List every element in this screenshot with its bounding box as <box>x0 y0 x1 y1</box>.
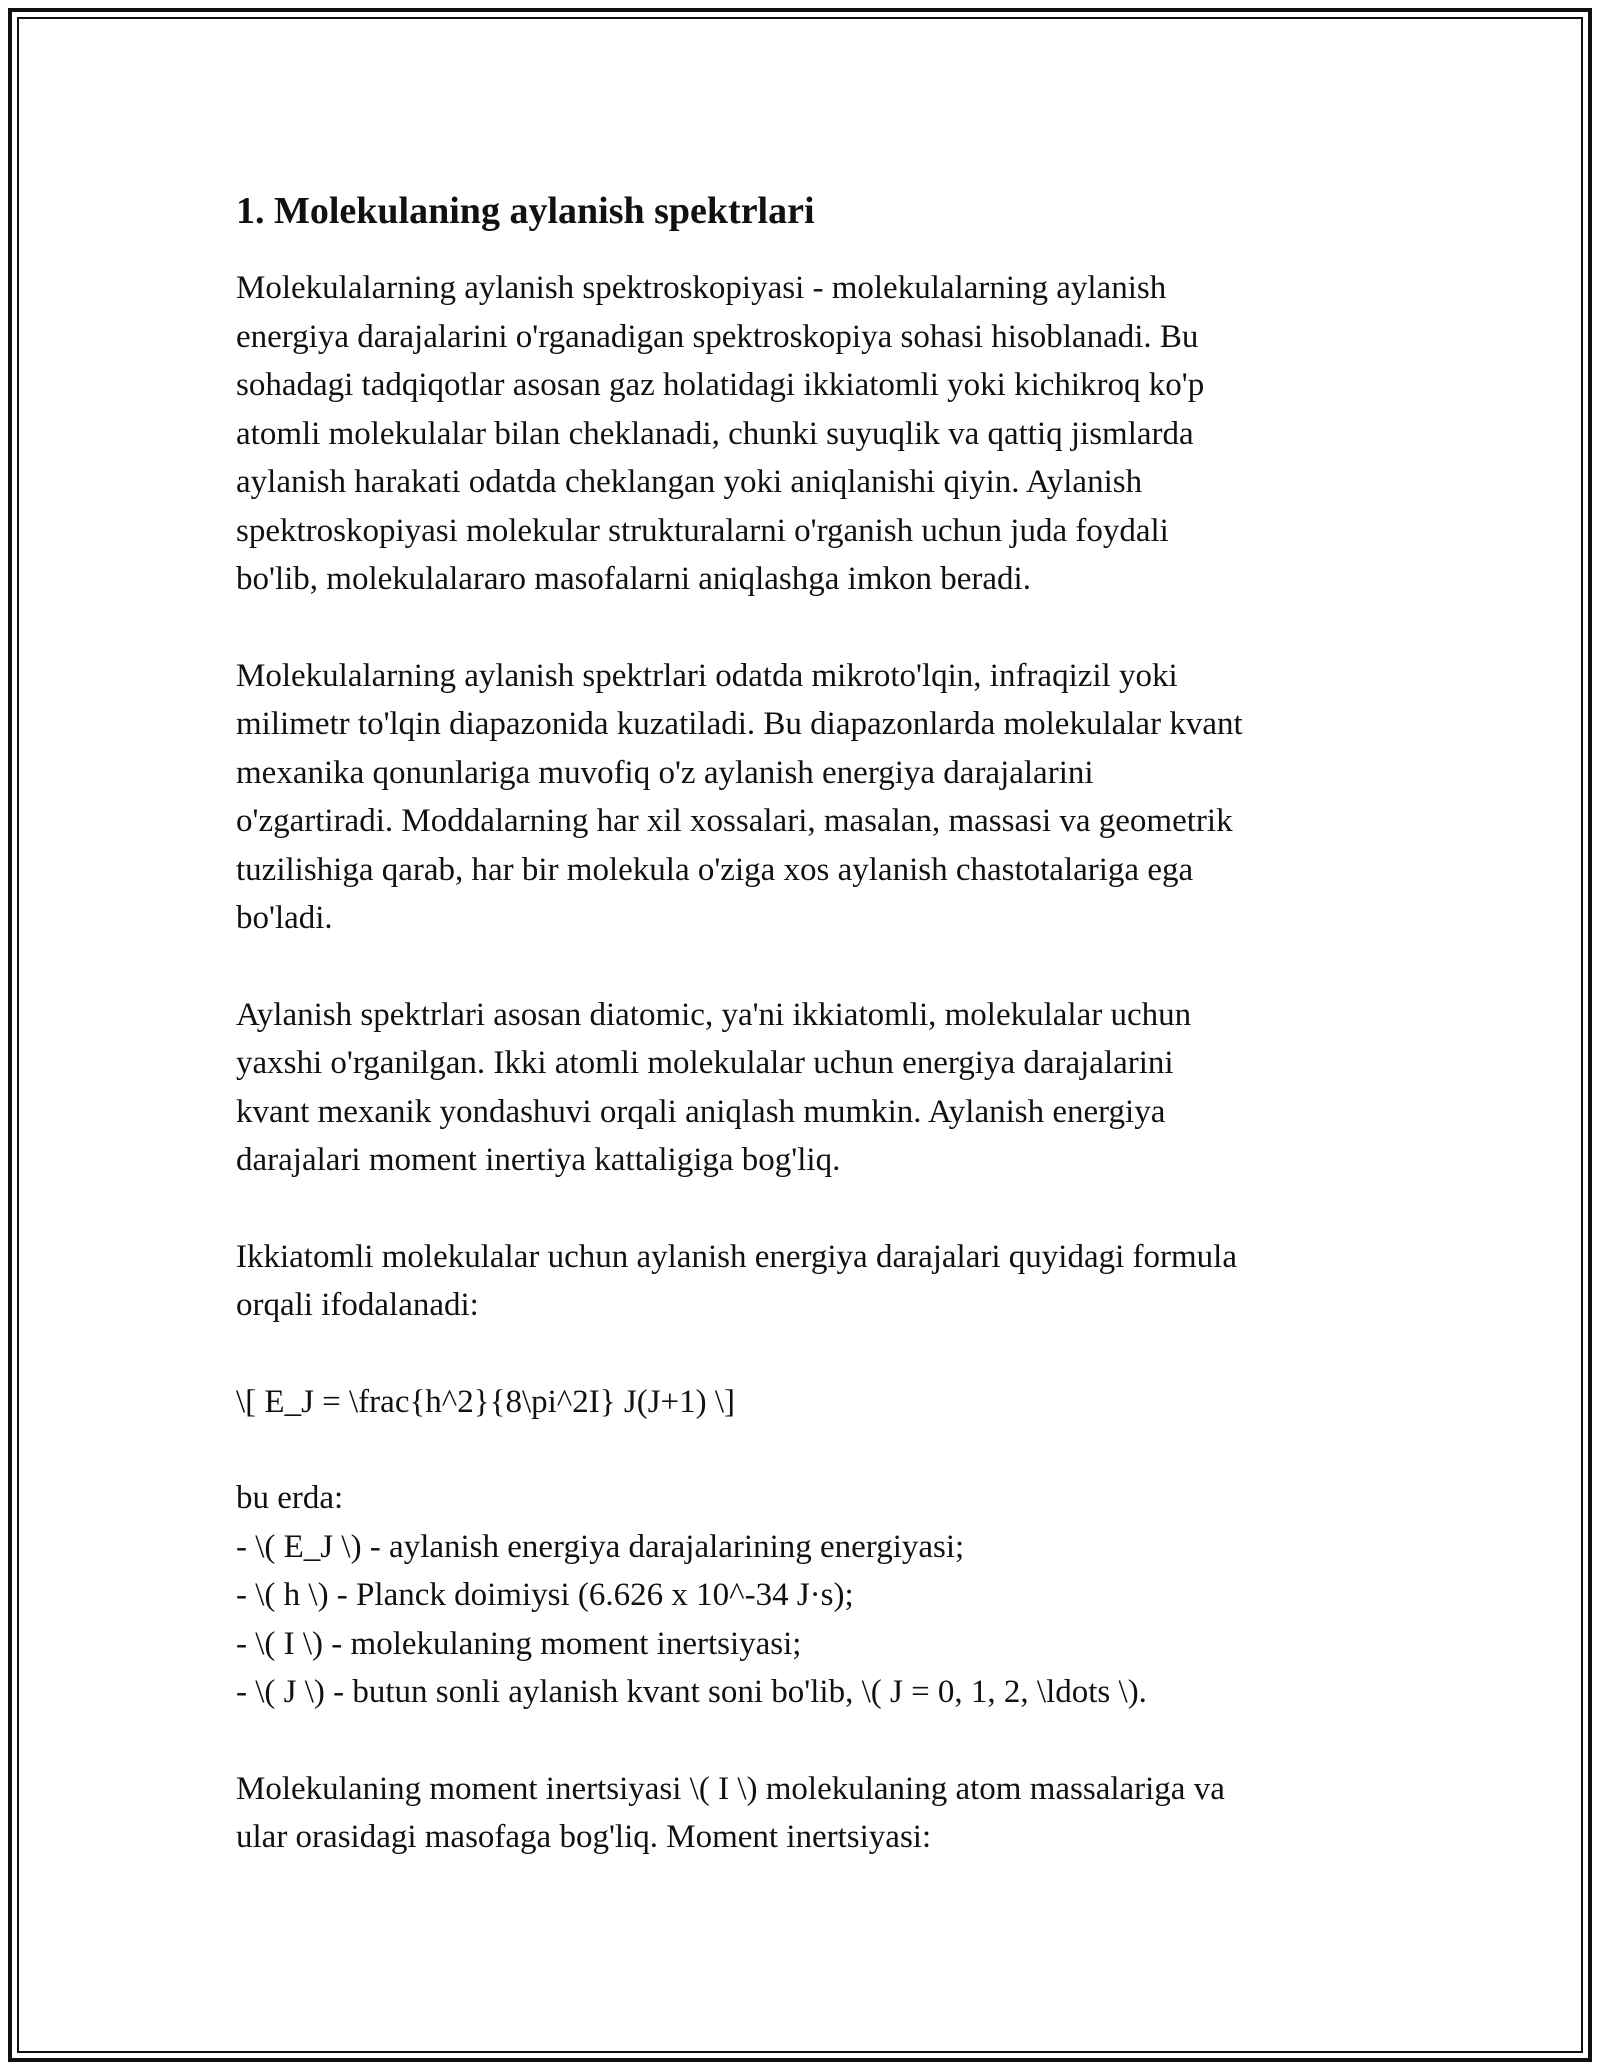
definitions-intro: bu erda: <box>236 1480 344 1516</box>
definitions-list <box>236 1523 1372 1717</box>
definition-item: - \( I \) - molekulaning moment inertsiyasi; <box>236 1625 802 1662</box>
paragraph-intro: Molekulalarning aylanish spektroskopiyasi - molekulalarning aylanish energiya darajalarini o'rganadigan spektroskopiya sohasi hisoblanadi. Bu sohadagi tadqiqotlar asosan gaz holatidagi ikkiatomli yoki kichikroq ko'p atomli molekulalar bilan cheklanadi, chunki suyuqlik va qattiq jismlarda aylanish harakati odatda cheklangan yoki aniqlanishi qiyin. Aylanish spektroskopiyasi molekular strukturalarni o'rganish uchun juda foydali bo'lib, molekulalararo masofalarni aniqlashga imkon beradi. <box>236 270 1205 597</box>
definition-item: - \( J \) - butun sonli aylanish kvant soni bo'lib, \( J = 0, 1, 2, \ldots \). <box>236 1674 1147 1710</box>
definition-item: - \( h \) - Planck doimiysi (6.626 x 10^-34 J·s); <box>236 1577 854 1613</box>
paragraph-formula-intro: Ikkiatomli molekulalar uchun aylanish energiya darajalari quyidagi formula orqali ifodalanadi: <box>236 1238 1237 1323</box>
document-body <box>236 186 1372 1910</box>
energy-formula: \[ E_J = \frac{h^2}{8\pi^2I} J(J+1) \] <box>236 1383 736 1420</box>
section-heading: 1. Molekulaning aylanish spektrlari <box>236 190 815 232</box>
paragraph-spectra-ranges: Molekulalarning aylanish spektrlari odatda mikroto'lqin, infraqizil yoki milimetr to'lqin diapazonida kuzatiladi. Bu diapazonlarda molekulalar kvant mexanika qonunlariga muvofiq o'z aylanish energiya darajalarini o'zgartiradi. Moddalarning har xil xossalari, masalan, massasi va geometrik tuzilishiga qarab, har bir molekula o'ziga xos aylanish chastotalariga ega bo'ladi. <box>236 657 1243 936</box>
definition-item: - \( E_J \) - aylanish energiya darajalarining energiyasi; <box>236 1528 965 1565</box>
paragraph-closing: Molekulaning moment inertsiyasi \( I \) molekulaning atom massalariga va ular orasidagi masofaga bog'liq. Moment inertsiyasi: <box>236 1770 1225 1855</box>
paragraph-diatomic: Aylanish spektrlari asosan diatomic, ya'ni ikkiatomli, molekulalar uchun yaxshi o'rganilgan. Ikki atomli molekulalar uchun energiya darajalarini kvant mexanik yondashuvi orqali aniqlash mumkin. Aylanish energiya darajalari moment inertiya kattaligiga bog'liq. <box>236 996 1192 1178</box>
